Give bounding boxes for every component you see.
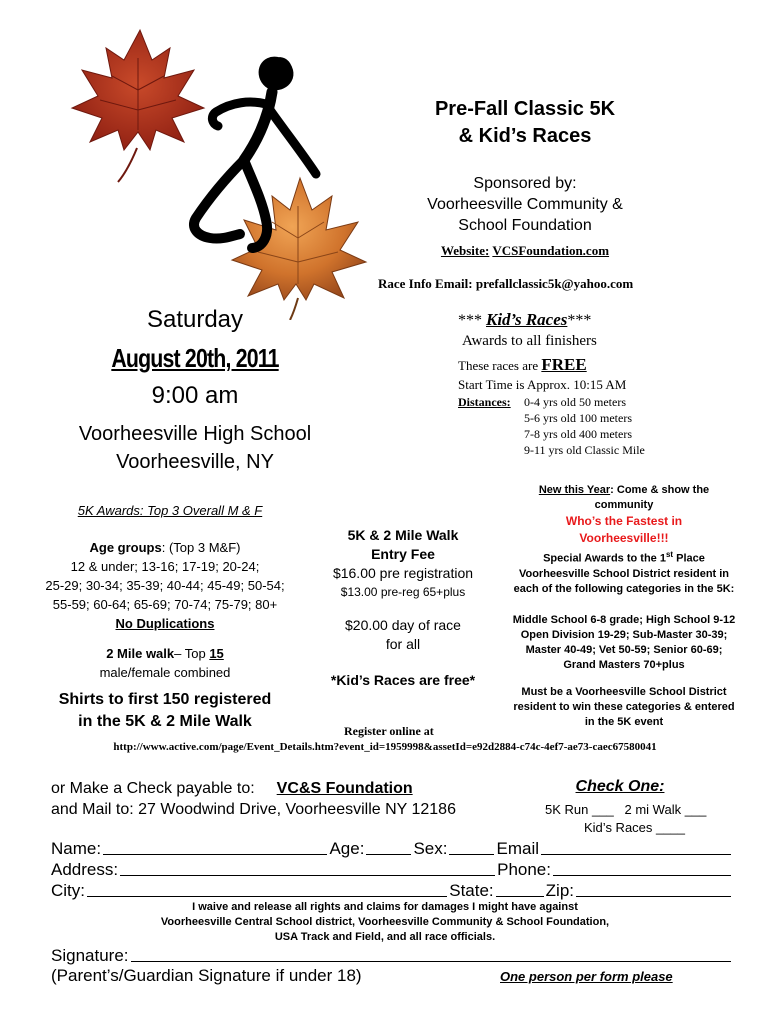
website-link[interactable]: VCSFoundation.com (492, 243, 610, 258)
kids-heading (458, 310, 758, 330)
parent-signature-note: (Parent’s/Guardian Signature if under 18) (51, 966, 362, 985)
sex-field[interactable] (449, 838, 494, 855)
kids-distance-item: 0-4 yrs old 50 meters (524, 395, 626, 409)
must-line-1: Must be a Voorheesville School District (521, 685, 727, 698)
age-groups-line-2: 25-29; 30-34; 35-39; 40-44; 45-49; 50-54; (45, 578, 285, 593)
signature-label: Signature: (51, 946, 129, 965)
payable-label: or Make a Check payable to: (51, 780, 255, 797)
website-label: Website: (440, 243, 490, 258)
special-line-1-sup: st (665, 550, 674, 559)
option-kids-races[interactable]: Kid’s Races (584, 820, 653, 835)
walk-awards (10, 644, 320, 682)
fee-pre-registration: $16.00 pre registration (332, 565, 474, 581)
kids-free-line (458, 355, 587, 375)
must-line-2: resident to win these categories & entered (513, 700, 735, 713)
option-2mi-walk[interactable]: 2 mi Walk (624, 802, 682, 817)
no-duplications: No Duplications (115, 616, 215, 631)
special-line-1-post: Place (673, 552, 705, 565)
form-row-3 (51, 880, 733, 901)
sponsor-name-1: Voorheesville Community & (427, 196, 623, 213)
awards-heading: 5K Awards: Top 3 Overall M & F (77, 503, 263, 518)
waiver-line-1: I waive and release all rights and claims for damages I might have against (192, 901, 578, 913)
website-line (380, 243, 670, 259)
zip-label: Zip: (545, 881, 574, 900)
age-field[interactable] (366, 838, 411, 855)
kids-awards: Awards to all finishers (462, 333, 597, 349)
name-field[interactable] (103, 838, 327, 855)
signature-row (51, 946, 733, 966)
walk-label: 2 Mile walk (106, 646, 175, 661)
shirts-line-2: in the 5K & 2 Mile Walk (78, 713, 252, 730)
register-label: Register online at (344, 724, 434, 738)
fees-heading-2: Entry Fee (371, 546, 435, 562)
kids-heading-stars-left: *** (458, 312, 482, 329)
new-this-year-text-2: community (594, 499, 654, 511)
sponsor-block (390, 173, 660, 236)
event-location (40, 420, 350, 476)
category-line-2: Open Division 19-29; Sub-Master 30-39; (520, 628, 728, 641)
waiver-line-2: Voorheesville Central School district, Voorheesville Community & School Foundation, (160, 916, 610, 928)
special-awards (498, 483, 750, 730)
form-row-1 (51, 838, 733, 859)
kids-heading-title: Kid’s Races (486, 310, 568, 329)
email-label: Email (496, 839, 539, 858)
event-title (390, 96, 660, 150)
race-info-email[interactable]: prefallclassic5k@yahoo.com (475, 276, 634, 291)
special-line-1-pre: Special Awards to the 1 (543, 552, 666, 565)
title-line-2: & Kid’s Races (458, 125, 592, 147)
category-line-3: Master 40-49; Vet 50-59; Senior 60-69; (525, 643, 723, 656)
new-this-year-text: : Come & show the (610, 484, 710, 496)
state-label: State: (449, 881, 494, 900)
must-line-3: in the 5K event (584, 715, 664, 728)
phone-field[interactable] (553, 859, 731, 876)
age-groups-block (10, 538, 320, 633)
title-line-1: Pre-Fall Classic 5K (434, 98, 616, 120)
age-groups-line-3: 55-59; 60-64; 65-69; 70-74; 75-79; 80+ (52, 597, 278, 612)
kids-distance-list-2 (524, 410, 645, 458)
one-person-note: One person per form please (500, 969, 673, 984)
kids-free-prefix: These races are (458, 358, 539, 373)
kids-distance-item: 7-8 yrs old 400 meters (524, 427, 632, 441)
shirts-note (15, 689, 315, 733)
signature-field[interactable] (131, 946, 732, 962)
fastest-line-2: Voorheesville!!! (579, 531, 669, 545)
event-date: August 20th, 2011 (111, 343, 279, 373)
fee-pre-registration-65: $13.00 pre-reg 65+plus (340, 585, 466, 599)
fee-day-of-1: $20.00 day of race (345, 617, 461, 633)
registration-form (51, 838, 733, 901)
city-label: City: (51, 881, 85, 900)
payment-block (51, 778, 456, 820)
shirts-line-1: Shirts to first 150 registered (58, 691, 272, 708)
event-day: Saturday (146, 306, 244, 333)
kids-distances (458, 394, 645, 457)
fastest-line-1: Who’s the Fastest in (565, 514, 683, 528)
kids-distances-label: Distances: (458, 395, 511, 409)
maple-leaf-red-icon (72, 30, 204, 182)
age-groups-line-1: 12 & under; 13-16; 17-19; 20-24; (70, 559, 260, 574)
fees-heading-1: 5K & 2 Mile Walk (347, 527, 459, 543)
email-field[interactable] (541, 838, 731, 855)
register-url[interactable]: http://www.active.com/page/Event_Details.htm?event_id=1959998&assetId=e92d2884-c74c-4ef7-ae73-caec67580041 (113, 741, 657, 753)
event-time: 9:00 am (151, 382, 239, 409)
mail-address: and Mail to: 27 Woodwind Drive, Voorheesville NY 12186 (51, 801, 456, 818)
race-info-label: Race Info Email: (378, 276, 473, 291)
zip-field[interactable] (576, 880, 731, 897)
sponsor-label: Sponsored by: (473, 175, 577, 192)
special-line-2: Voorheesville School District resident in (518, 567, 730, 580)
header-artwork (0, 0, 400, 320)
name-label: Name: (51, 839, 102, 858)
waiver-text (60, 900, 710, 945)
kids-heading-stars-right: *** (567, 312, 592, 329)
walk-top: 15 (209, 646, 224, 661)
race-info-line (378, 276, 718, 292)
check-options-row-1: 5K Run ___ 2 mi Walk ___ (545, 802, 707, 817)
address-label: Address: (51, 860, 119, 879)
event-venue: Voorheesville High School (78, 423, 312, 445)
kids-free-word: FREE (541, 355, 587, 374)
kids-start-time: Start Time is Approx. 10:15 AM (458, 377, 627, 392)
age-groups-label: Age groups (89, 540, 162, 555)
phone-label: Phone: (497, 860, 551, 879)
kids-distance-item: 5-6 yrs old 100 meters (524, 411, 632, 425)
kids-distance-item: 9-11 yrs old Classic Mile (524, 443, 645, 457)
kids-distance-list (524, 394, 626, 410)
category-line-4: Grand Masters 70+plus (563, 658, 685, 671)
age-groups-note: : (Top 3 M&F) (161, 540, 241, 555)
form-row-2 (51, 859, 733, 880)
special-line-3: each of the following categories in the 5K: (513, 582, 735, 595)
check-one-heading: Check One: (575, 778, 665, 795)
category-line-1: Middle School 6-8 grade; High School 9-12 (512, 613, 736, 626)
age-label: Age: (329, 839, 365, 858)
fees-block (318, 526, 488, 654)
city-field[interactable] (87, 880, 447, 897)
state-field[interactable] (496, 880, 544, 897)
walk-mid: – Top (174, 646, 210, 661)
fee-day-of-2: for all (385, 636, 421, 652)
sponsor-name-2: School Foundation (458, 217, 592, 234)
new-this-year-label: New this Year (538, 484, 611, 496)
check-options-row-2: Kid’s Races ____ (584, 820, 685, 835)
option-5k-run[interactable]: 5K Run (545, 802, 589, 817)
sex-label: Sex: (413, 839, 448, 858)
address-field[interactable] (120, 859, 495, 876)
payee-name: VC&S Foundation (276, 780, 413, 797)
event-town: Voorheesville, NY (116, 451, 274, 473)
kids-free-note: *Kid’s Races are free* (330, 672, 476, 688)
waiver-line-3: USA Track and Field, and all race officials. (274, 931, 496, 943)
walk-line-2: male/female combined (99, 665, 231, 680)
